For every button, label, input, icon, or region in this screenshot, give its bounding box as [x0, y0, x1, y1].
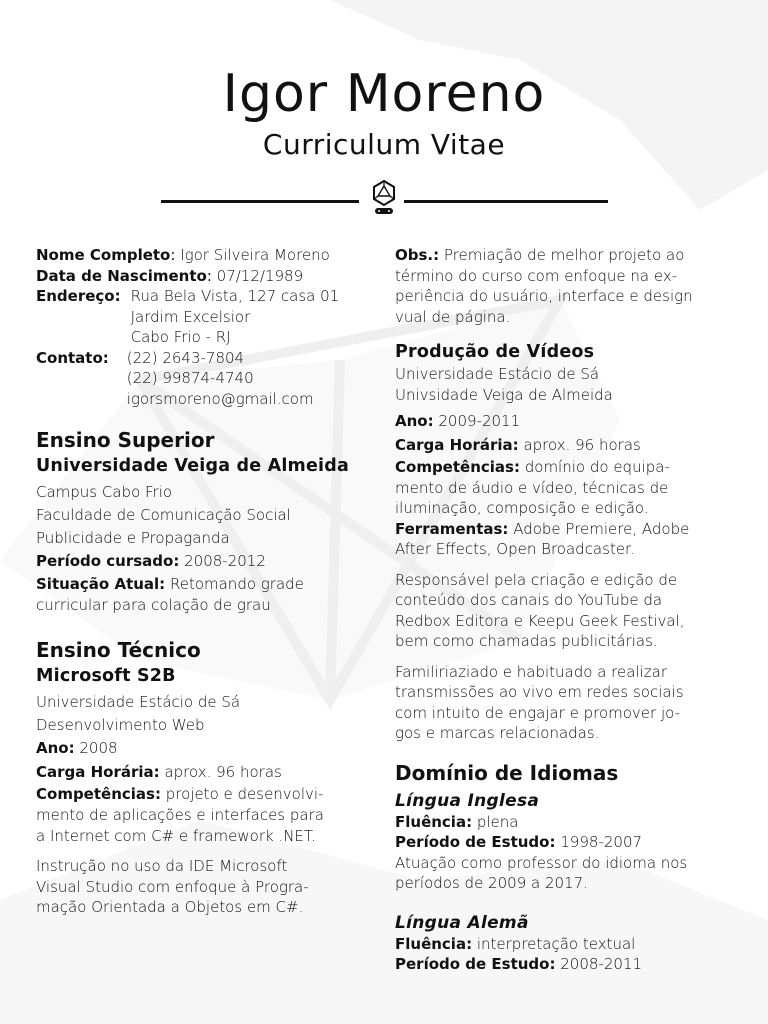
address-label: Endereço: [36, 287, 121, 305]
obs-line [395, 245, 735, 266]
fluencia-line [395, 812, 735, 833]
header-divider-left [161, 200, 359, 203]
competencias-label: Competências: [36, 785, 161, 803]
periodo-label: Período cursado: [36, 552, 180, 570]
carga-value: aprox. 96 horas [164, 763, 282, 781]
fluencia-value: interpretação textual [476, 934, 636, 953]
situacao-value: Retomando grade [169, 575, 304, 593]
competencias-continued: mento de aplicações e interfaces para [36, 806, 324, 824]
obs-continued: término do curso com enfoque na ex- [395, 266, 678, 285]
ano-line [36, 737, 366, 760]
d20-dice-gamepad-icon [371, 180, 397, 216]
situacao-continued: curricular para colação de grau [36, 596, 271, 614]
language-note: períodos de 2009 a 2017. [395, 874, 588, 892]
periodo-estudo-line [395, 954, 735, 975]
obs-continued: vual de página. [395, 307, 511, 326]
phone-2: (22) 99874-4740 [126, 369, 254, 387]
detail-line: Univsidade Veiga de Almeida [395, 385, 613, 404]
ensino-tecnico-section [36, 637, 366, 918]
producao-videos-section [395, 341, 735, 744]
language-title: Língua Inglesa [395, 790, 540, 811]
competencias-line [36, 784, 366, 805]
document-subtitle: Curriculum Vitae [262, 128, 506, 161]
left-column [36, 245, 366, 918]
competencias-continued: a Internet com C# e framework .NET. [36, 826, 317, 845]
address-line: Jardim Excelsior [130, 307, 251, 326]
contact-label: Contato: [36, 348, 109, 367]
personal-info [36, 245, 366, 409]
detail-line: Campus Cabo Frio [36, 483, 173, 501]
person-name: Igor Moreno [222, 64, 546, 124]
ferramentas-continued: After Effects, Open Broadcaster. [395, 540, 635, 558]
periodo-estudo-line [395, 832, 735, 853]
paragraph-line: conteúdo dos canais do YouTube da [395, 591, 663, 609]
competencias-continued: iluminação, composição e edição. [395, 499, 649, 517]
competencias-label: Competências: [395, 458, 520, 476]
email: igorsmoreno@gmail.com [126, 389, 314, 408]
paragraph-line: bem como chamadas publicitárias. [395, 632, 658, 650]
fluencia-line [395, 934, 735, 955]
full-name-line: Nome Completo: Igor Silveira Moreno [36, 246, 330, 264]
section-title: Ensino Superior [36, 428, 215, 452]
periodo-estudo-value: 2008-2011 [560, 955, 643, 973]
section-title: Domínio de Idiomas [395, 760, 619, 785]
instrucao-line: Instrução no uso da IDE Microsoft [36, 857, 288, 875]
carga-label: Carga Horária: [36, 763, 160, 781]
ano-line [395, 409, 735, 433]
ano-label: Ano: [395, 412, 434, 430]
section-title: Produção de Vídeos [395, 342, 595, 362]
course-name: Microsoft S2B [36, 666, 176, 686]
detail-line: Faculdade de Comunicação Social [36, 506, 291, 524]
resume-header [0, 62, 768, 162]
paragraph-line: Redbox Editora e Keepu Geek Festival, [395, 611, 685, 630]
ensino-superior-section [36, 427, 366, 615]
section-title: Ensino Técnico [36, 638, 201, 662]
ferramentas-value: Adobe Premiere, Adobe [513, 519, 690, 538]
idiomas-section [395, 760, 735, 975]
situacao-label: Situação Atual: [36, 575, 166, 593]
ano-value: 2008 [79, 739, 118, 757]
paragraph-line: Responsável pela criação e edição de [395, 570, 678, 589]
competencias-value: domínio do equipa- [524, 458, 670, 476]
instrucao-line: mação Orientada a Objetos em C#. [36, 898, 304, 916]
detail-line: Publicidade e Propaganda [36, 529, 230, 547]
address-line: Cabo Frio - RJ [130, 328, 231, 346]
birth-line: Data de Nascimento: 07/12/1989 [36, 266, 304, 285]
full-name-label: Nome Completo [36, 246, 171, 264]
instrucao-line: Visual Studio com enfoque à Progra- [36, 877, 309, 896]
paragraph-line: com intuito de engajar e promover jo- [395, 703, 680, 722]
contact-label-text: Contato [36, 348, 103, 367]
fluencia-value: plena [476, 812, 519, 831]
competencias-continued: mento de áudio e vídeo, técnicas de [395, 478, 669, 497]
detail-line: Universidade Estácio de Sá [36, 693, 241, 711]
address-row [36, 286, 366, 348]
address-line: Rua Bela Vista, 127 casa 01 [130, 287, 340, 305]
birth-value: 07/12/1989 [216, 266, 304, 285]
detail-line: Desenvolvimento Web [36, 716, 205, 734]
obs-continued: periência do usuário, interface e design [395, 287, 693, 305]
address-label-text: Endereço [36, 287, 115, 305]
paragraph-line: transmissões ao vivo em redes sociais [395, 683, 684, 701]
ano-value: 2009-2011 [438, 412, 521, 430]
paragraph-line: gos e marcas relacionadas. [395, 724, 600, 742]
header-divider-right [404, 200, 608, 203]
institution-name: Universidade Veiga de Almeida [36, 456, 349, 476]
obs-value: Premiação de melhor projeto ao [443, 246, 685, 264]
fluencia-label: Fluência: [395, 812, 473, 831]
ferramentas-label: Ferramentas: [395, 519, 509, 538]
right-column [395, 245, 735, 975]
birth-label: Data de Nascimento [36, 266, 207, 285]
periodo-estudo-label: Período de Estudo: [395, 833, 556, 851]
ano-label: Ano: [36, 739, 75, 757]
obs-block [395, 245, 735, 327]
detail-line: Universidade Estácio de Sá [395, 365, 600, 383]
competencias-line [395, 457, 735, 478]
language-note: Atuação como professor do idioma nos [395, 853, 688, 872]
ferramentas-line [395, 519, 735, 540]
phone-1: (22) 2643-7804 [126, 348, 245, 367]
obs-label: Obs.: [395, 246, 440, 264]
full-name-value: Igor Silveira Moreno [180, 246, 330, 264]
periodo-value: 2008-2012 [184, 552, 266, 570]
carga-label: Carga Horária: [395, 436, 519, 454]
carga-value: aprox. 96 horas [523, 436, 641, 454]
periodo-estudo-label: Período de Estudo: [395, 955, 556, 973]
carga-line [36, 760, 366, 784]
periodo-estudo-value: 1998-2007 [560, 833, 643, 851]
address-lines [131, 286, 366, 348]
fluencia-label: Fluência: [395, 934, 473, 953]
contact-lines [127, 348, 366, 410]
language-title: Língua Alemã [395, 912, 529, 933]
contact-row [36, 348, 366, 410]
paragraph-line: Familiriaziado e habituado a realizar [395, 662, 667, 681]
situacao-line [36, 573, 366, 595]
carga-line [395, 433, 735, 457]
periodo-line [36, 550, 366, 573]
competencias-value: projeto e desenvolvi- [165, 785, 324, 803]
